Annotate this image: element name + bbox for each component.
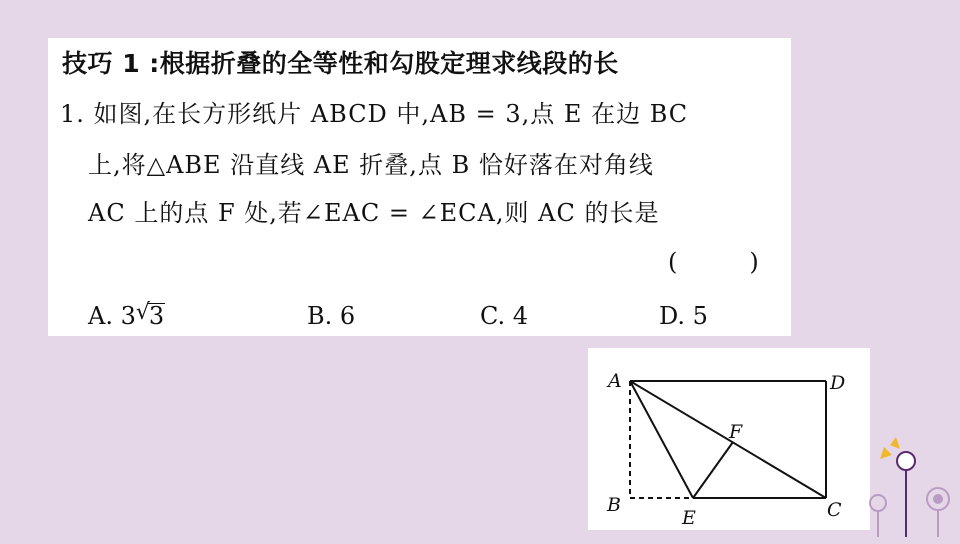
- radical-sign-icon: √: [135, 300, 150, 325]
- option-b: B. 6: [307, 302, 356, 330]
- ornament-icon: [866, 425, 960, 540]
- option-a-radicand: 3: [148, 302, 165, 330]
- geometry-figure: [588, 348, 870, 530]
- question-card: [48, 38, 791, 336]
- segment-ae: [630, 381, 693, 498]
- option-c: C. 4: [480, 302, 529, 330]
- decorative-ornament: [866, 425, 960, 540]
- label-a: A: [608, 370, 622, 392]
- label-f: F: [729, 421, 743, 443]
- question-line-2: 上,将△ABE 沿直线 AE 折叠,点 B 恰好落在对角线: [88, 151, 654, 179]
- option-a-prefix: A. 3: [88, 302, 136, 330]
- label-e: E: [682, 507, 696, 529]
- option-d: D. 5: [659, 302, 708, 330]
- diagonal-ac: [630, 381, 826, 498]
- answer-blank: ( ): [668, 248, 759, 276]
- label-c: C: [827, 499, 842, 521]
- question-line-3: AC 上的点 F 处,若∠EAC = ∠ECA,则 AC 的长是: [88, 199, 660, 227]
- figure-svg: [588, 348, 870, 530]
- segment-ef: [693, 442, 733, 498]
- label-d: D: [830, 372, 846, 394]
- section-title: 技巧 1 :根据折叠的全等性和勾股定理求线段的长: [62, 49, 619, 78]
- label-b: B: [607, 494, 621, 516]
- option-a: [88, 302, 165, 330]
- question-line-1: 1. 如图,在长方形纸片 ABCD 中,AB = 3,点 E 在边 BC: [60, 100, 689, 128]
- sqrt-symbol: [136, 302, 165, 330]
